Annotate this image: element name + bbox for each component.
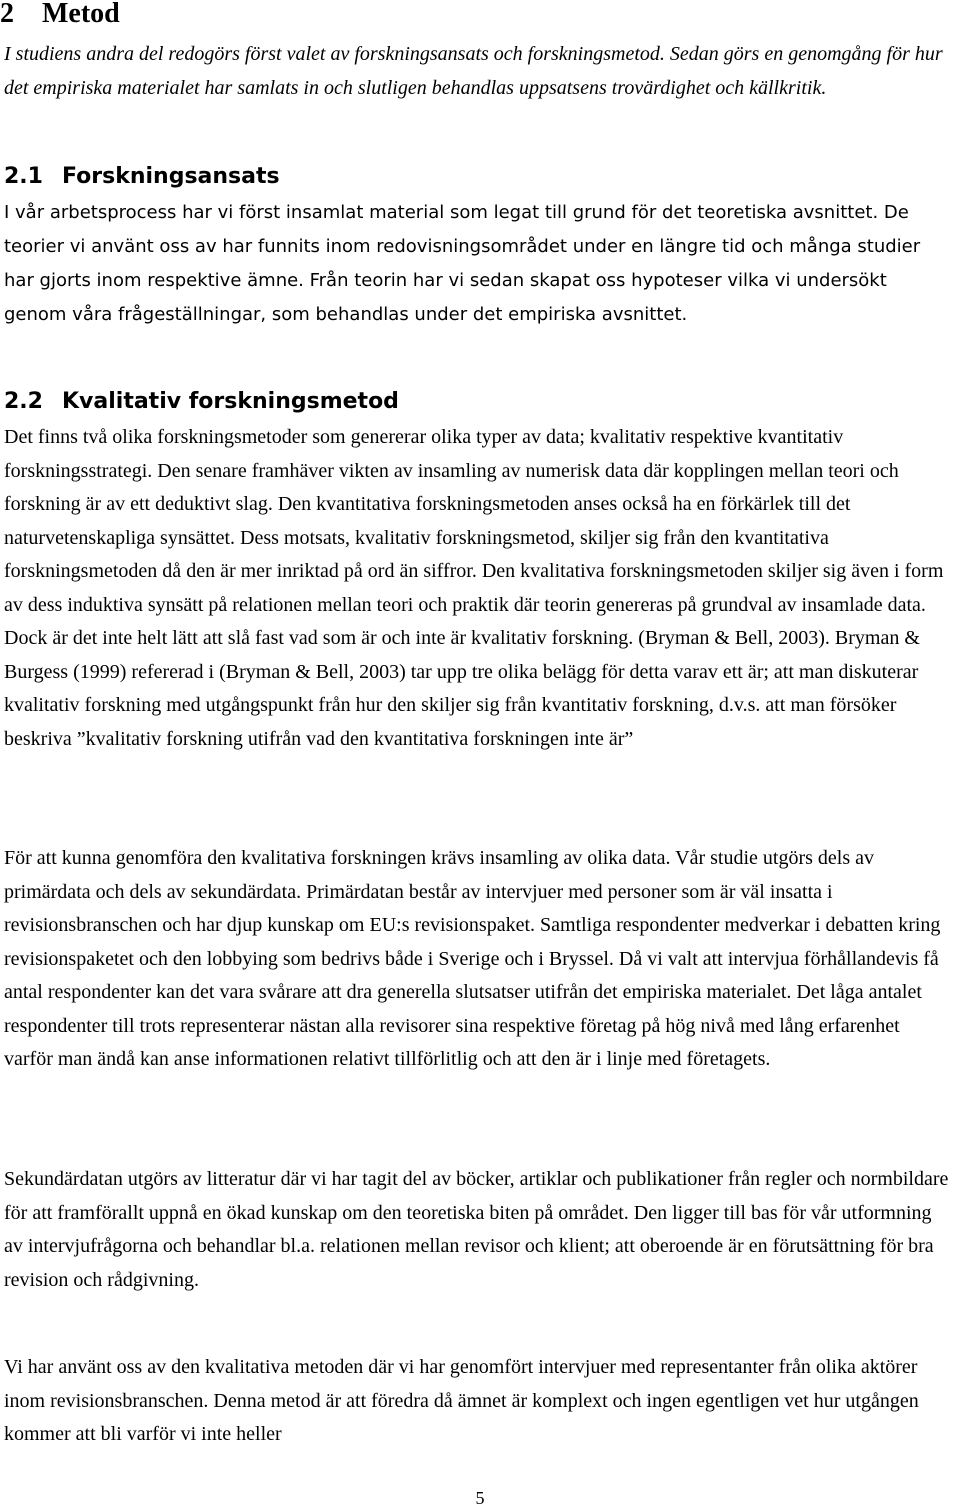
section-2-2-paragraph-3: Sekundärdatan utgörs av litteratur där vi har tagit del av böcker, artiklar och publikationer från regler och normbildare för att framförallt uppnå en ökad kunskap om den teoretiska biten på området. Den ligger till bas för vår utformning av intervjufrågorna och behandlar bl.a. relationen mellan revisor och klient; att oberoende är en förutsättning för bra revision och rådgivning.	[4, 1168, 949, 1291]
chapter-number: 2	[0, 0, 14, 29]
section-title: Kvalitativ forskningsmetod	[62, 389, 399, 414]
section-2-1-paragraph: I vår arbetsprocess har vi först insamlat material som legat till grund för det teoretiska avsnittet. De teorier vi använt oss av har funnits inom redovisningsområdet under en längre tid och många studier har gjorts inom respektive ämne. Från teorin har vi sedan skapat oss hypoteser vilka vi undersökt genom våra frågeställningar, som behandlas under det empiriska avsnittet.	[4, 202, 921, 325]
section-2-2-paragraph-4: Vi har använt oss av den kvalitativa metoden där vi har genomfört intervjuer med representanter från olika aktörer inom revisionsbranschen. Denna metod är att föredra då ämnet är komplext och ingen egentligen vet hur utgången kommer att bli varför vi inte heller	[4, 1356, 919, 1445]
chapter-title: Metod	[42, 0, 120, 29]
section-2-2-paragraph-1: Det finns två olika forskningsmetoder som genererar olika typer av data; kvalitativ respektive kvantitativ forskningsstrategi. Den senare framhäver vikten av insamling av numerisk data där kopplingen mellan teori och forskning är av ett deduktivt slag. Den kvantitativa forskningsmetoden anses också ha en förkärlek till det naturvetenskapliga synsättet. Dess motsats, kvalitativ forskningsmetod, skiljer sig från den kvantitativa forskningsmetoden då den är mer inriktad på ord än siffror. Den kvalitativa forskningsmetoden skiljer sig även i form av dess induktiva synsätt på relationen mellan teori och praktik där teorin genereras på grundval av insamlade data. Dock är det inte helt lätt att slå fast vad som är och inte är kvalitativ forskning. (Bryman & Bell, 2003). Bryman & Burgess (1999) refererad i (Bryman & Bell, 2003) tar upp tre olika belägg för detta varav ett är; att man diskuterar kvalitativ forskning med utgångspunkt från hur den skiljer sig från kvantitativ forskning, d.v.s. att man försöker beskriva ”kvalitativ forskning utifrån vad den kvantitativa forskningen inte är”	[4, 426, 944, 750]
section-heading-2-2	[4, 387, 399, 417]
section-heading-2-1	[4, 162, 280, 192]
section-2-2-paragraph-2: För att kunna genomföra den kvalitativa forskningen krävs insamling av olika data. Vår studie utgörs dels av primärdata och dels av sekundärdata. Primärdatan består av intervjuer med personer som är väl insatta i revisionsbranschen och har djup kunskap om EU:s revisionspaket. Samtliga respondenter medverkar i debatten kring revisionspaketet och den lobbying som bedrivs både i Sverige och i Bryssel. Då vi valt att intervjua förhållandevis få antal respondenter kan det vara svårare att dra generella slutsatser utifrån det empiriska materialet. Det låga antalet respondenter till trots representerar nästan alla revisorer sina respektive företag på hög nivå med lång erfarenhet varför man ändå kan anse informationen relativt tillförlitlig och att den är i linje med företagets.	[4, 847, 941, 1070]
chapter-intro: I studiens andra del redogörs först valet av forskningsansats och forskningsmetod. Sedan görs en genomgång för hur det empiriska materialet har samlats in och slutligen behandlas uppsatsens trovärdighet och källkritik.	[4, 43, 943, 99]
chapter-heading	[0, 0, 120, 34]
page-number: 5	[475, 1488, 485, 1508]
section-number: 2.1	[4, 164, 43, 189]
section-number: 2.2	[4, 389, 43, 414]
section-title: Forskningsansats	[62, 164, 280, 189]
